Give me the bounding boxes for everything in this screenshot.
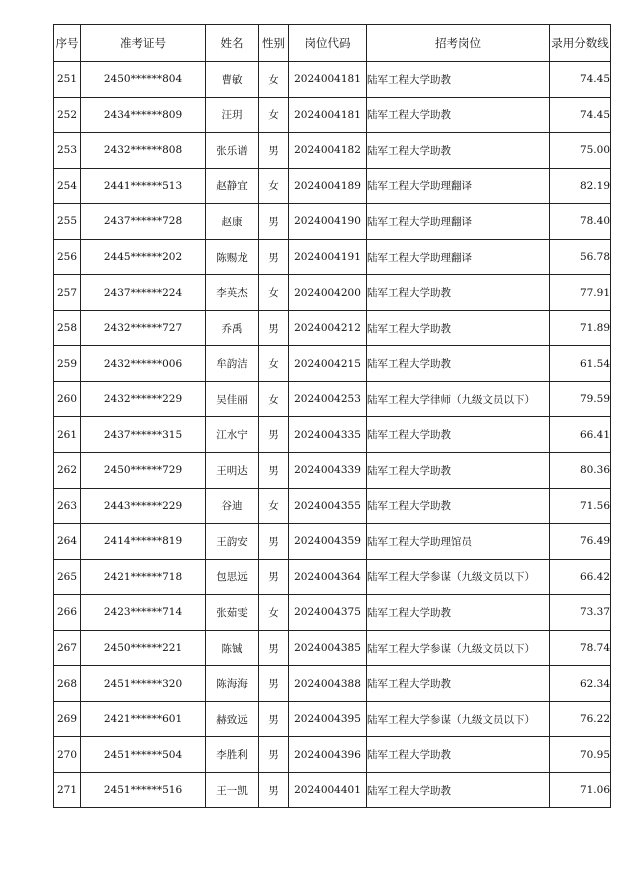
table-row xyxy=(54,595,611,631)
cell-ticket: 2437******728 xyxy=(81,204,206,240)
cell-code: 2024004355 xyxy=(289,488,367,524)
cell-score: 74.45 xyxy=(550,97,611,133)
cell-name: 包思远 xyxy=(206,559,259,595)
cell-code: 2024004212 xyxy=(289,310,367,346)
cell-score: 66.42 xyxy=(550,559,611,595)
cell-score: 71.56 xyxy=(550,488,611,524)
table-row xyxy=(54,453,611,489)
cell-seq: 263 xyxy=(54,488,81,524)
cell-position: 陆军工程大学律师（九级文员以下） xyxy=(367,381,550,417)
header-gender: 性别 xyxy=(259,25,289,62)
cell-code: 2024004200 xyxy=(289,275,367,311)
cell-position: 陆军工程大学助教 xyxy=(367,417,550,453)
table-row xyxy=(54,133,611,169)
cell-score: 79.59 xyxy=(550,381,611,417)
table-row xyxy=(54,62,611,98)
cell-position: 陆军工程大学助理翻译 xyxy=(367,204,550,240)
cell-ticket: 2432******808 xyxy=(81,133,206,169)
cell-position: 陆军工程大学助教 xyxy=(367,62,550,98)
cell-seq: 261 xyxy=(54,417,81,453)
cell-seq: 251 xyxy=(54,62,81,98)
cell-score: 76.49 xyxy=(550,524,611,560)
header-name: 姓名 xyxy=(206,25,259,62)
cell-score: 70.95 xyxy=(550,737,611,773)
cell-ticket: 2432******006 xyxy=(81,346,206,382)
cell-score: 56.78 xyxy=(550,239,611,275)
cell-name: 王韵安 xyxy=(206,524,259,560)
table-row xyxy=(54,524,611,560)
cell-ticket: 2437******315 xyxy=(81,417,206,453)
cell-score: 61.54 xyxy=(550,346,611,382)
table-row xyxy=(54,488,611,524)
cell-name: 曹敏 xyxy=(206,62,259,98)
cell-gender: 女 xyxy=(259,488,289,524)
cell-code: 2024004385 xyxy=(289,630,367,666)
cell-seq: 260 xyxy=(54,381,81,417)
cell-name: 谷迪 xyxy=(206,488,259,524)
cell-name: 赫致远 xyxy=(206,701,259,737)
cell-score: 78.40 xyxy=(550,204,611,240)
cell-ticket: 2437******224 xyxy=(81,275,206,311)
table-row xyxy=(54,772,611,808)
cell-name: 汪玥 xyxy=(206,97,259,133)
table-row xyxy=(54,346,611,382)
cell-gender: 女 xyxy=(259,381,289,417)
table-row xyxy=(54,701,611,737)
cell-score: 66.41 xyxy=(550,417,611,453)
cell-ticket: 2451******516 xyxy=(81,772,206,808)
cell-position: 陆军工程大学助教 xyxy=(367,310,550,346)
cell-ticket: 2450******729 xyxy=(81,453,206,489)
cell-seq: 271 xyxy=(54,772,81,808)
cell-score: 82.19 xyxy=(550,168,611,204)
cell-code: 2024004401 xyxy=(289,772,367,808)
cell-position: 陆军工程大学助教 xyxy=(367,133,550,169)
cell-name: 张乐谱 xyxy=(206,133,259,169)
cell-ticket: 2421******601 xyxy=(81,701,206,737)
cell-gender: 男 xyxy=(259,239,289,275)
cell-code: 2024004359 xyxy=(289,524,367,560)
cell-gender: 女 xyxy=(259,62,289,98)
cell-code: 2024004181 xyxy=(289,97,367,133)
cell-position: 陆军工程大学助理馆员 xyxy=(367,524,550,560)
cell-score: 73.37 xyxy=(550,595,611,631)
table-row xyxy=(54,559,611,595)
cell-gender: 男 xyxy=(259,630,289,666)
cell-seq: 264 xyxy=(54,524,81,560)
cell-score: 62.34 xyxy=(550,666,611,702)
cell-seq: 269 xyxy=(54,701,81,737)
cell-seq: 254 xyxy=(54,168,81,204)
cell-ticket: 2434******809 xyxy=(81,97,206,133)
cell-score: 71.89 xyxy=(550,310,611,346)
cell-score: 78.74 xyxy=(550,630,611,666)
cell-code: 2024004335 xyxy=(289,417,367,453)
cell-position: 陆军工程大学助教 xyxy=(367,772,550,808)
cell-ticket: 2451******504 xyxy=(81,737,206,773)
table-row xyxy=(54,417,611,453)
cell-name: 李胜利 xyxy=(206,737,259,773)
cell-gender: 女 xyxy=(259,168,289,204)
cell-code: 2024004182 xyxy=(289,133,367,169)
cell-name: 陈海海 xyxy=(206,666,259,702)
cell-gender: 女 xyxy=(259,595,289,631)
cell-score: 76.22 xyxy=(550,701,611,737)
cell-name: 张茹雯 xyxy=(206,595,259,631)
cell-seq: 262 xyxy=(54,453,81,489)
cell-ticket: 2443******229 xyxy=(81,488,206,524)
cell-gender: 男 xyxy=(259,666,289,702)
cell-gender: 女 xyxy=(259,97,289,133)
cell-seq: 267 xyxy=(54,630,81,666)
cell-gender: 男 xyxy=(259,204,289,240)
table-row xyxy=(54,737,611,773)
cell-ticket: 2414******819 xyxy=(81,524,206,560)
cell-code: 2024004395 xyxy=(289,701,367,737)
cell-seq: 253 xyxy=(54,133,81,169)
cell-name: 王明达 xyxy=(206,453,259,489)
cell-position: 陆军工程大学助教 xyxy=(367,97,550,133)
cell-code: 2024004253 xyxy=(289,381,367,417)
table-row xyxy=(54,381,611,417)
cell-seq: 268 xyxy=(54,666,81,702)
cell-ticket: 2445******202 xyxy=(81,239,206,275)
cell-code: 2024004189 xyxy=(289,168,367,204)
header-seq: 序号 xyxy=(54,25,81,62)
table-row xyxy=(54,630,611,666)
header-ticket: 准考证号 xyxy=(81,25,206,62)
cell-name: 牟韵洁 xyxy=(206,346,259,382)
cell-code: 2024004375 xyxy=(289,595,367,631)
cell-gender: 男 xyxy=(259,701,289,737)
cell-position: 陆军工程大学助理翻译 xyxy=(367,168,550,204)
cell-gender: 男 xyxy=(259,559,289,595)
cell-score: 71.06 xyxy=(550,772,611,808)
cell-ticket: 2450******221 xyxy=(81,630,206,666)
cell-score: 80.36 xyxy=(550,453,611,489)
cell-code: 2024004181 xyxy=(289,62,367,98)
cell-gender: 男 xyxy=(259,133,289,169)
cell-seq: 265 xyxy=(54,559,81,595)
cell-code: 2024004191 xyxy=(289,239,367,275)
cell-gender: 男 xyxy=(259,772,289,808)
cell-seq: 255 xyxy=(54,204,81,240)
cell-name: 乔禹 xyxy=(206,310,259,346)
table-row xyxy=(54,666,611,702)
cell-code: 2024004396 xyxy=(289,737,367,773)
cell-code: 2024004339 xyxy=(289,453,367,489)
cell-name: 陈铖 xyxy=(206,630,259,666)
cell-gender: 女 xyxy=(259,346,289,382)
cell-position: 陆军工程大学参谋（九级文员以下） xyxy=(367,630,550,666)
cell-position: 陆军工程大学助教 xyxy=(367,737,550,773)
cell-ticket: 2441******513 xyxy=(81,168,206,204)
results-table xyxy=(53,24,611,808)
cell-name: 赵静宜 xyxy=(206,168,259,204)
cell-gender: 男 xyxy=(259,453,289,489)
cell-gender: 男 xyxy=(259,310,289,346)
header-row xyxy=(54,25,611,62)
cell-ticket: 2432******229 xyxy=(81,381,206,417)
table-row xyxy=(54,239,611,275)
cell-position: 陆军工程大学参谋（九级文员以下） xyxy=(367,559,550,595)
cell-position: 陆军工程大学助教 xyxy=(367,595,550,631)
cell-gender: 男 xyxy=(259,524,289,560)
cell-name: 吴佳丽 xyxy=(206,381,259,417)
header-position: 招考岗位 xyxy=(367,25,550,62)
cell-position: 陆军工程大学助教 xyxy=(367,453,550,489)
cell-score: 75.00 xyxy=(550,133,611,169)
cell-seq: 270 xyxy=(54,737,81,773)
cell-name: 江水宁 xyxy=(206,417,259,453)
cell-name: 陈赐龙 xyxy=(206,239,259,275)
cell-position: 陆军工程大学助教 xyxy=(367,275,550,311)
cell-ticket: 2451******320 xyxy=(81,666,206,702)
cell-score: 77.91 xyxy=(550,275,611,311)
cell-position: 陆军工程大学参谋（九级文员以下） xyxy=(367,701,550,737)
header-score: 录用分数线 xyxy=(550,25,611,62)
cell-seq: 252 xyxy=(54,97,81,133)
cell-position: 陆军工程大学助教 xyxy=(367,488,550,524)
cell-code: 2024004215 xyxy=(289,346,367,382)
table-row xyxy=(54,97,611,133)
cell-gender: 男 xyxy=(259,417,289,453)
cell-name: 王一凯 xyxy=(206,772,259,808)
cell-position: 陆军工程大学助教 xyxy=(367,346,550,382)
table-row xyxy=(54,204,611,240)
table-row xyxy=(54,168,611,204)
cell-code: 2024004190 xyxy=(289,204,367,240)
cell-ticket: 2423******714 xyxy=(81,595,206,631)
cell-position: 陆军工程大学助教 xyxy=(367,666,550,702)
cell-seq: 256 xyxy=(54,239,81,275)
table-row xyxy=(54,310,611,346)
cell-score: 74.45 xyxy=(550,62,611,98)
cell-seq: 266 xyxy=(54,595,81,631)
cell-gender: 女 xyxy=(259,275,289,311)
cell-name: 李英杰 xyxy=(206,275,259,311)
cell-ticket: 2450******804 xyxy=(81,62,206,98)
header-code: 岗位代码 xyxy=(289,25,367,62)
cell-name: 赵康 xyxy=(206,204,259,240)
cell-code: 2024004364 xyxy=(289,559,367,595)
cell-gender: 男 xyxy=(259,737,289,773)
cell-position: 陆军工程大学助理翻译 xyxy=(367,239,550,275)
cell-seq: 257 xyxy=(54,275,81,311)
cell-seq: 259 xyxy=(54,346,81,382)
cell-code: 2024004388 xyxy=(289,666,367,702)
cell-seq: 258 xyxy=(54,310,81,346)
cell-ticket: 2421******718 xyxy=(81,559,206,595)
table-row xyxy=(54,275,611,311)
cell-ticket: 2432******727 xyxy=(81,310,206,346)
